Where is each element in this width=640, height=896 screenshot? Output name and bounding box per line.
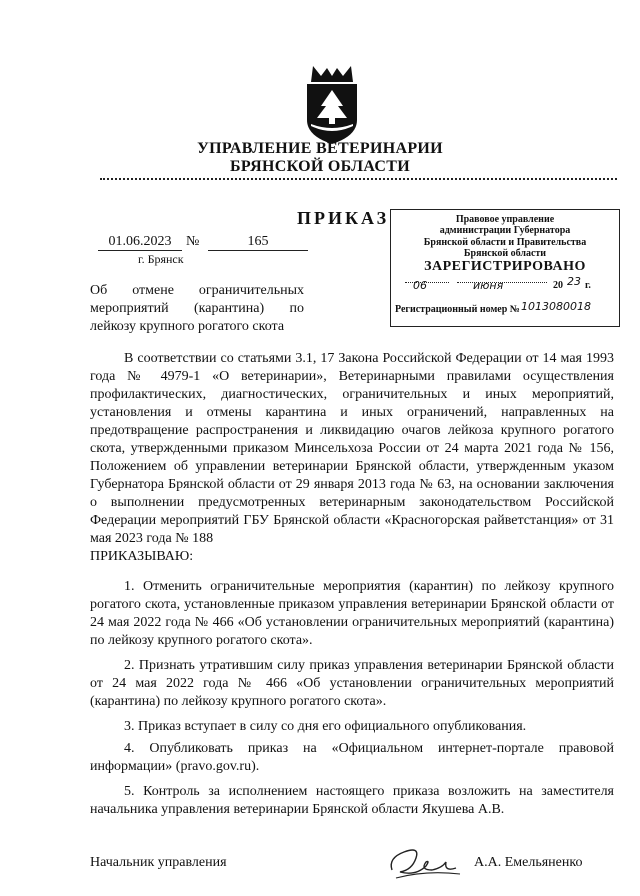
stamp-day: 06 xyxy=(413,279,427,292)
bryansk-coat-of-arms-icon xyxy=(303,62,361,146)
order-items xyxy=(90,578,614,826)
number-sign: № xyxy=(186,234,200,249)
stamp-reg-number: 1013080018 xyxy=(521,300,591,313)
stamp-day-underline xyxy=(405,282,449,283)
stamp-line2: администрации Губернатора xyxy=(439,225,571,236)
stamp-line1: Правовое управление xyxy=(455,214,555,225)
order-item-1: 1. Отменить ограничительные мероприятия (карантин) по лейкозу крупного рогатого скота, установленные приказом управления ветеринарии Брянской области от 24 мая 2022 года № 466 «Об установлении ограничительных мероприятий (карантина) по лейкозу крупного рогатого скота». xyxy=(90,579,614,648)
stamp-month: июня xyxy=(473,279,504,292)
order-word: ПРИКАЗЫВАЮ: xyxy=(90,549,194,564)
document-date: 01.06.2023 xyxy=(98,234,182,251)
order-item-4: 4. Опубликовать приказ на «Официальном интернет-портале правовой информации» (pravo.gov.ru). xyxy=(90,741,614,774)
signatory-name: А.А. Емельяненко xyxy=(474,855,583,870)
document-city: г. Брянск xyxy=(138,252,184,266)
signatory-role: Начальник управления xyxy=(90,855,227,870)
document-subject: Об отмене ограничительных мероприятий (карантина) по лейкозу крупного рогатого скота xyxy=(90,283,304,334)
org-name-line2: БРЯНСКОЙ ОБЛАСТИ xyxy=(230,158,410,175)
stamp-line4: Брянской области xyxy=(463,248,547,259)
handwritten-signature xyxy=(386,840,466,884)
header-divider xyxy=(100,178,617,180)
stamp-reg-label: Регистрационный номер № xyxy=(395,304,520,315)
stamp-registered: ЗАРЕГИСТРИРОВАНО xyxy=(424,259,586,274)
order-item-3: 3. Приказ вступает в силу со дня его официального опубликования. xyxy=(124,719,527,734)
preamble-paragraph: В соответствии со статьями 3.1, 17 Закона Российской Федерации от 14 мая 1993 года № 4979-1 «О ветеринарии», Ветеринарными правилами осуществления профилактических, диагностических, ограничительных и иных мероприятий, установления и отмены карантина и иных ограничений, направленных на предотвращение распространения и ликвидацию очагов лейкоза крупного рогатого скота, утвержденными приказом Минсельхоза России от 24 марта 2021 года № 156, Положением об управлении ветеринарии Брянской области, утвержденным указом Губернатора Брянской области от 29 января 2013 года № 63, на основании заключения о выполнении предусмотренных ветеринарным законодательством Российской Федерации мероприятий ГБУ Брянской области «Красногорская райветстанция» от 31 мая 2023 года № 188 xyxy=(90,351,614,546)
document-number: 165 xyxy=(208,234,308,251)
stamp-month-underline xyxy=(457,282,547,283)
stamp-line3: Брянской области и Правительства xyxy=(423,237,587,248)
document-type: ПРИКАЗ xyxy=(297,208,390,228)
registration-stamp xyxy=(390,209,620,327)
org-name-line1: УПРАВЛЕНИЕ ВЕТЕРИНАРИИ xyxy=(197,140,443,157)
order-item-2: 2. Признать утратившим силу приказ управления ветеринарии Брянской области от 24 мая 2022 года № 466 «Об установлении ограничительных мероприятий (карантина) по лейкозу крупного рогатого скота». xyxy=(90,658,614,709)
stamp-year-suffix: 23 xyxy=(567,275,581,288)
order-item-5: 5. Контроль за исполнением настоящего приказа возложить на заместителя начальника управления ветеринарии Брянской области Якушева А.В. xyxy=(90,784,614,817)
stamp-year-unit: г. xyxy=(585,280,591,291)
stamp-year-prefix: 20 xyxy=(553,280,563,291)
